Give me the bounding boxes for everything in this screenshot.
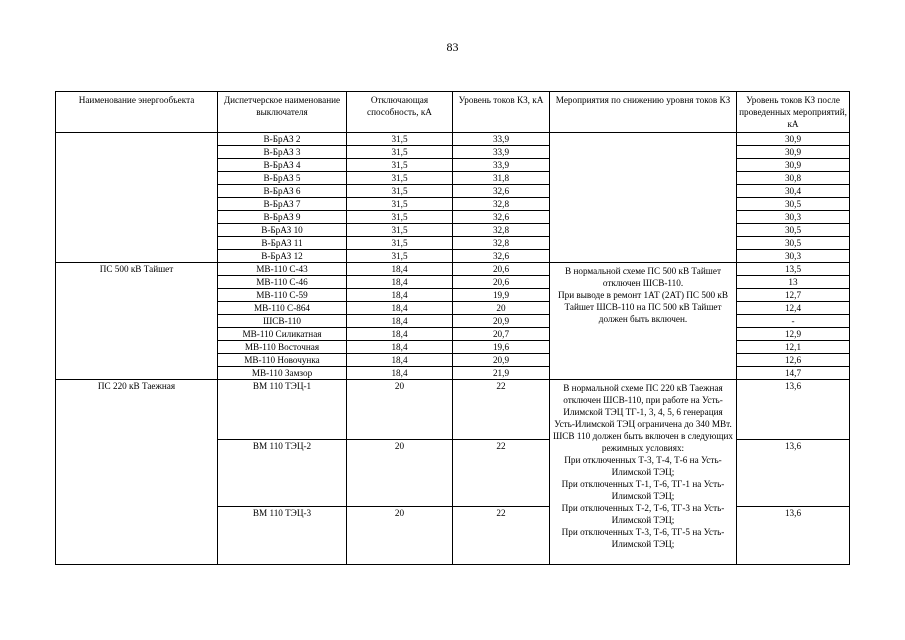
current-level-cell: 21,9 (453, 367, 550, 380)
breaking-capacity-cell: 31,5 (347, 250, 453, 263)
table-header-row (56, 92, 850, 133)
level-after-cell: 13,6 (737, 380, 850, 440)
dispatch-name-cell: МВ-110 С-46 (218, 276, 347, 289)
breaking-capacity-cell: 31,5 (347, 211, 453, 224)
current-level-cell: 32,6 (453, 185, 550, 198)
table-row (56, 133, 850, 146)
level-after-cell: 12,6 (737, 354, 850, 367)
measure-paragraph: При отключенных Т-3, Т-6, ТГ-5 на Усть-Илимской ТЭЦ; (561, 527, 725, 549)
measure-paragraph: При отключенных Т-3, Т-4, Т-6 на Усть-Илимской ТЭЦ; (564, 455, 722, 477)
breaking-capacity-cell: 18,4 (347, 367, 453, 380)
breaking-capacity-cell: 18,4 (347, 276, 453, 289)
measure-paragraph: При выводе в ремонт 1АТ (2АТ) ПС 500 кВ Тайшет ШСВ-110 на ПС 500 кВ Тайшет должен быть включен. (557, 290, 729, 324)
breaking-capacity-cell: 18,4 (347, 328, 453, 341)
dispatch-name-cell: МВ-110 С-864 (218, 302, 347, 315)
object-cell (56, 133, 218, 263)
dispatch-name-cell: В-БрАЗ 7 (218, 198, 347, 211)
level-after-cell: - (737, 315, 850, 328)
current-level-cell: 32,8 (453, 237, 550, 250)
dispatch-name-cell: В-БрАЗ 12 (218, 250, 347, 263)
level-after-cell: 12,1 (737, 341, 850, 354)
current-level-cell: 20,9 (453, 315, 550, 328)
header-measures: Мероприятия по снижению уровня токов КЗ (550, 92, 737, 133)
level-after-cell: 13,5 (737, 263, 850, 276)
dispatch-name-cell: В-БрАЗ 3 (218, 146, 347, 159)
dispatch-name-cell: В-БрАЗ 9 (218, 211, 347, 224)
breaking-capacity-cell: 31,5 (347, 146, 453, 159)
current-level-cell: 20,7 (453, 328, 550, 341)
dispatch-name-cell: В-БрАЗ 11 (218, 237, 347, 250)
level-after-cell: 13,6 (737, 440, 850, 507)
level-after-cell: 14,7 (737, 367, 850, 380)
header-breaking-capacity: Отключающая способность, кА (347, 92, 453, 133)
current-level-cell: 32,6 (453, 211, 550, 224)
breaking-capacity-cell: 18,4 (347, 315, 453, 328)
current-level-cell: 22 (453, 440, 550, 507)
dispatch-name-cell: МВ-110 Новочунка (218, 354, 347, 367)
header-object: Наименование энергообъекта (56, 92, 218, 133)
level-after-cell: 30,9 (737, 146, 850, 159)
current-level-cell: 20,9 (453, 354, 550, 367)
level-after-cell: 30,9 (737, 159, 850, 172)
current-level-cell: 20,6 (453, 263, 550, 276)
short-circuit-table (55, 91, 850, 565)
dispatch-name-cell: МВ-110 Восточная (218, 341, 347, 354)
current-level-cell: 33,9 (453, 133, 550, 146)
current-level-cell: 32,6 (453, 250, 550, 263)
breaking-capacity-cell: 31,5 (347, 185, 453, 198)
header-dispatch-name: Диспетчерское наименование выключателя (218, 92, 347, 133)
breaking-capacity-cell: 18,4 (347, 263, 453, 276)
level-after-cell: 12,4 (737, 302, 850, 315)
current-level-cell: 22 (453, 507, 550, 565)
dispatch-name-cell: В-БрАЗ 2 (218, 133, 347, 146)
current-level-cell: 32,8 (453, 198, 550, 211)
dispatch-name-cell: В-БрАЗ 4 (218, 159, 347, 172)
dispatch-name-cell: В-БрАЗ 6 (218, 185, 347, 198)
breaking-capacity-cell: 18,4 (347, 289, 453, 302)
breaking-capacity-cell: 31,5 (347, 159, 453, 172)
object-cell: ПС 220 кВ Таежная (56, 380, 218, 565)
level-after-cell: 30,5 (737, 237, 850, 250)
dispatch-name-cell: ВМ 110 ТЭЦ-1 (218, 380, 347, 440)
measures-cell (550, 380, 737, 565)
table-row (56, 380, 850, 440)
level-after-cell: 13 (737, 276, 850, 289)
breaking-capacity-cell: 20 (347, 507, 453, 565)
breaking-capacity-cell: 20 (347, 440, 453, 507)
object-cell: ПС 500 кВ Тайшет (56, 263, 218, 380)
current-level-cell: 20,6 (453, 276, 550, 289)
current-level-cell: 33,9 (453, 146, 550, 159)
measures-cell (550, 133, 737, 263)
level-after-cell: 30,4 (737, 185, 850, 198)
dispatch-name-cell: ВМ 110 ТЭЦ-2 (218, 440, 347, 507)
current-level-cell: 32,8 (453, 224, 550, 237)
measure-paragraph: В нормальной схеме ПС 220 кВ Таежная отключен ШСВ-110, при работе на Усть-Илимской ТЭЦ ТГ-1, 3, 4, 5, 6 генерация Усть-Илимской ТЭЦ ограничена до 340 МВт. (554, 383, 732, 429)
page-number: 83 (446, 40, 459, 54)
level-after-cell: 30,3 (737, 250, 850, 263)
measure-paragraph: При отключенных Т-2, Т-6, ТГ-3 на Усть-Илимской ТЭЦ; (561, 503, 725, 525)
dispatch-name-cell: ШСВ-110 (218, 315, 347, 328)
current-level-cell: 19,6 (453, 341, 550, 354)
level-after-cell: 30,3 (737, 211, 850, 224)
measure-paragraph: В нормальной схеме ПС 500 кВ Тайшет отключен ШСВ-110. (565, 266, 721, 288)
level-after-cell: 13,6 (737, 507, 850, 565)
table-row (56, 263, 850, 276)
breaking-capacity-cell: 31,5 (347, 172, 453, 185)
dispatch-name-cell: МВ-110 Силикатная (218, 328, 347, 341)
header-level-after: Уровень токов КЗ после проведенных мероприятий, кА (737, 92, 850, 133)
current-level-cell: 33,9 (453, 159, 550, 172)
breaking-capacity-cell: 18,4 (347, 302, 453, 315)
current-level-cell: 19,9 (453, 289, 550, 302)
breaking-capacity-cell: 31,5 (347, 133, 453, 146)
breaking-capacity-cell: 31,5 (347, 224, 453, 237)
dispatch-name-cell: МВ-110 С-59 (218, 289, 347, 302)
level-after-cell: 30,9 (737, 133, 850, 146)
level-after-cell: 30,5 (737, 198, 850, 211)
current-level-cell: 31,8 (453, 172, 550, 185)
breaking-capacity-cell: 20 (347, 380, 453, 440)
dispatch-name-cell: В-БрАЗ 5 (218, 172, 347, 185)
measure-paragraph: При отключенных Т-1, Т-6, ТГ-1 на Усть-Илимской ТЭЦ; (561, 479, 725, 501)
current-level-cell: 22 (453, 380, 550, 440)
level-after-cell: 12,7 (737, 289, 850, 302)
breaking-capacity-cell: 31,5 (347, 198, 453, 211)
level-after-cell: 30,8 (737, 172, 850, 185)
current-level-cell: 20 (453, 302, 550, 315)
level-after-cell: 30,5 (737, 224, 850, 237)
measure-paragraph: ШСВ 110 должен быть включен в следующих режимных условиях: (553, 431, 733, 453)
breaking-capacity-cell: 18,4 (347, 341, 453, 354)
breaking-capacity-cell: 18,4 (347, 354, 453, 367)
dispatch-name-cell: В-БрАЗ 10 (218, 224, 347, 237)
dispatch-name-cell: МВ-110 Замзор (218, 367, 347, 380)
level-after-cell: 12,9 (737, 328, 850, 341)
dispatch-name-cell: ВМ 110 ТЭЦ-3 (218, 507, 347, 565)
measures-cell (550, 263, 737, 380)
dispatch-name-cell: МВ-110 С-43 (218, 263, 347, 276)
header-current-level: Уровень токов КЗ, кА (453, 92, 550, 133)
breaking-capacity-cell: 31,5 (347, 237, 453, 250)
